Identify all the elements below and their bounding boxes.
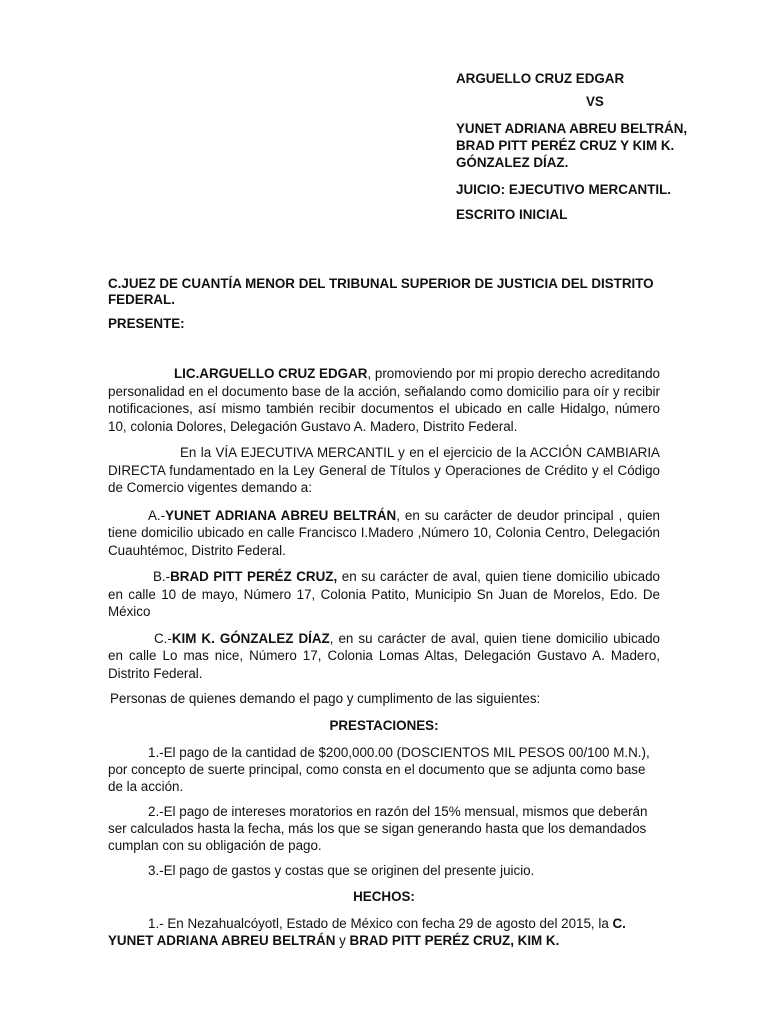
defendant-a-paragraph [108, 507, 660, 560]
defendant-c-paragraph [108, 630, 660, 683]
trial-type: JUICIO: EJECUTIVO MERCANTIL. [456, 182, 672, 197]
defendant-c-prefix: C.- [154, 630, 172, 646]
intro-text: , promoviendo por mi propio derecho acreditando personalidad en el documento base de la acción, señalando como domicilio para oír y recibir notificaciones, así mismo también recibir documentos el ubicado en calle Hidalgo, número 10, colonia Dolores, Delegación Gustavo A. Madero, Distrito Federal. [108, 366, 660, 434]
defendants-line: BRAD PITT PERÉZ CRUZ Y KIM K. [456, 138, 675, 153]
defendants-line: YUNET ADRIANA ABREU BELTRÁN, [456, 121, 688, 136]
intro-paragraph [108, 365, 660, 435]
defendants-line: GÓNZALEZ DÍAZ. [456, 155, 569, 170]
addressee: C.JUEZ DE CUANTÍA MENOR DEL TRIBUNAL SUPERIOR DE JUSTICIA DEL DISTRITO FEDERAL. [108, 276, 654, 307]
personas-line: Personas de quienes demando el pago y cumplimento de las siguientes: [110, 691, 541, 706]
defendants-block [456, 120, 756, 171]
prestacion-item: 2.-El pago de intereses moratorios en razón del 15% mensual, mismos que deberán ser calculados hasta la fecha, más los que se sigan generando hasta que los demandados cumplan con su obligación de pago. [108, 804, 648, 853]
prestaciones-heading: PRESTACIONES: [329, 717, 439, 733]
versus-label: VS [586, 94, 604, 109]
prestacion-item: 1.-El pago de la cantidad de $200,000.00 (DOSCIENTOS MIL PESOS 00/100 M.N.), por concepto de suerte principal, como consta en el documento que se adjunta como base de la acción. [108, 745, 650, 794]
defendant-b-name: BRAD PITT PERÉZ CRUZ, [170, 569, 338, 584]
defendant-a-name: YUNET ADRIANA ABREU BELTRÁN [165, 507, 397, 523]
attorney-name: LIC.ARGUELLO CRUZ EDGAR [174, 366, 368, 381]
document-body [108, 276, 660, 950]
defendant-a-prefix: A.- [148, 507, 166, 523]
defendant-a-text: , en su carácter de deudor principal , quien tiene domicilio ubicado en calle Francisco I.Madero ,Número 10, Colonia Centro, Delegación Cuauhtémoc, Distrito Federal. [108, 507, 660, 558]
prestacion-item: 3.-El pago de gastos y costas que se originen del presente juicio. [148, 863, 535, 878]
hecho-name: BRAD PITT PERÉZ CRUZ, KIM K. [349, 933, 560, 948]
plaintiff-name: ARGUELLO CRUZ EDGAR [456, 71, 625, 86]
hecho-item [108, 915, 660, 950]
via-paragraph: En la VÍA EJECUTIVA MERCANTIL y en el ejercicio de la ACCIÓN CAMBIARIA DIRECTA fundamentado en la Ley General de Títulos y Operaciones de Crédito y el Código de Comercio vigentes demando a: [108, 445, 660, 495]
hechos-heading: HECHOS: [353, 889, 415, 904]
case-header [456, 70, 756, 223]
defendant-b-prefix: B.- [153, 569, 171, 584]
defendant-c-name: KIM K. GÓNZALEZ DÍAZ [171, 630, 330, 646]
hecho-text: 1.- En Nezahualcóyotl, Estado de México con fecha 29 de agosto del 2015, la [148, 915, 613, 931]
document-type: ESCRITO INICIAL [456, 207, 568, 222]
presente-heading: PRESENTE: [108, 316, 185, 331]
defendant-b-paragraph [108, 568, 660, 621]
defendant-c-text: , en su carácter de aval, quien tiene domicilio ubicado en calle Lo mas nice, Número 17, Colonia Lomas Altas, Delegación Gustavo A. Madero, Distrito Federal. [108, 630, 660, 681]
defendant-b-text: en su carácter de aval, quien tiene domicilio ubicado en calle 10 de mayo, Número 17, Colonia Patito, Municipio Sn Juan de Morelos, Edo. De México [108, 569, 660, 619]
hecho-name: C. YUNET ADRIANA ABREU BELTRÁN [108, 915, 626, 948]
hecho-conjunction: y [335, 933, 350, 948]
